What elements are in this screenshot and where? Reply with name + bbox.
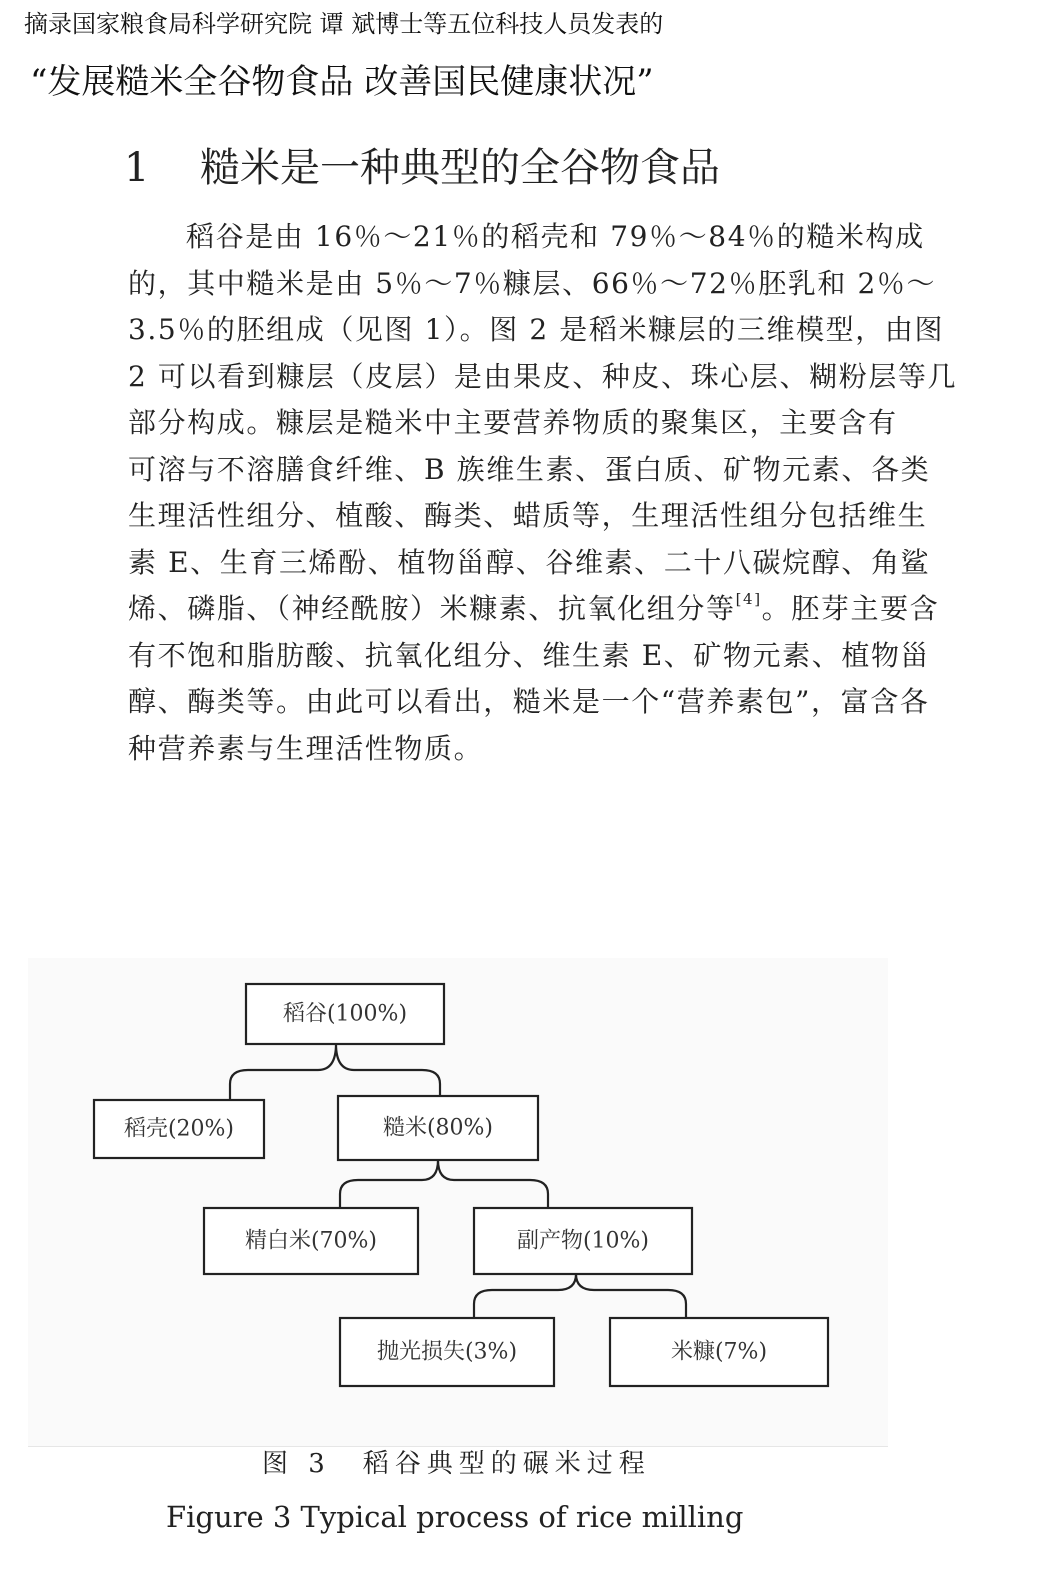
- paragraph-line: 稻谷是由 16％～21％的稻壳和 79％～84％的糙米构成: [186, 220, 925, 253]
- figure-caption-en: Figure 3 Typical process of rice milling: [166, 1500, 744, 1534]
- connector-brown-rice: [340, 1160, 548, 1208]
- connector-byproduct: [474, 1274, 686, 1318]
- paragraph-line: 部分构成。糠层是糙米中主要营养物质的聚集区，主要含有: [128, 406, 898, 439]
- paragraph-text: 烯、磷脂、（神经酰胺）米糠素、抗氧化组分等: [128, 592, 736, 625]
- section-heading-text: 糙米是一种典型的全谷物食品: [200, 145, 720, 191]
- intro-line: 摘录国家粮食局科学研究院 谭 斌博士等五位科技人员发表的: [24, 10, 664, 38]
- node-husk: 稻壳(20%): [123, 1116, 235, 1142]
- node-paddy: 稻谷(100%): [282, 1001, 408, 1027]
- node-brown-rice: 糙米(80%): [382, 1115, 494, 1141]
- paragraph-line: 可溶与不溶膳食纤维、B 族维生素、蛋白质、矿物元素、各类: [128, 452, 931, 486]
- paragraph-line: 种营养素与生理活性物质。: [128, 731, 484, 765]
- node-white-rice: 精白米(70%): [244, 1228, 378, 1254]
- milling-diagram: [28, 958, 888, 1447]
- paragraph-text: 。胚芽主要含: [761, 592, 940, 625]
- paragraph-line: 3.5％的胚组成（见图 1）。图 2 是稻米糠层的三维模型，由图: [128, 313, 945, 346]
- body-paragraph: [128, 214, 1022, 772]
- node-rice-bran: 米糠(7%): [670, 1339, 768, 1365]
- section-heading: [124, 140, 720, 196]
- paragraph-line: 的，其中糙米是由 5％～7％糠层、66％～72％胚乳和 2％～: [128, 266, 937, 300]
- paragraph-line: 2 可以看到糠层（皮层）是由果皮、种皮、珠心层、糊粉层等几: [128, 359, 958, 393]
- section-number: 1: [124, 145, 150, 191]
- diagram-svg: [28, 958, 888, 1446]
- node-polish-loss: 抛光损失(3%): [376, 1339, 518, 1365]
- paragraph-line: 素 E、生育三烯酚、植物甾醇、谷维素、二十八碳烷醇、角鲨: [128, 545, 931, 579]
- paragraph-line: 生理活性组分、植酸、酶类、蜡质等，生理活性组分包括维生: [128, 499, 928, 532]
- figure-caption-cn: 图 3 稻谷典型的碾米过程: [262, 1449, 651, 1479]
- node-byproduct: 副产物(10%): [516, 1228, 650, 1254]
- connector-paddy: [230, 1044, 440, 1100]
- paragraph-line: 醇、酶类等。由此可以看出，糙米是一个“营养素包”，富含各: [128, 685, 930, 718]
- paragraph-line: 有不饱和脂肪酸、抗氧化组分、维生素 E、矿物元素、植物甾: [128, 638, 931, 672]
- paragraph-line: [128, 586, 1022, 633]
- article-title: “发展糙米全谷物食品 改善国民健康状况”: [30, 62, 654, 102]
- citation-ref[interactable]: [4]: [735, 590, 762, 608]
